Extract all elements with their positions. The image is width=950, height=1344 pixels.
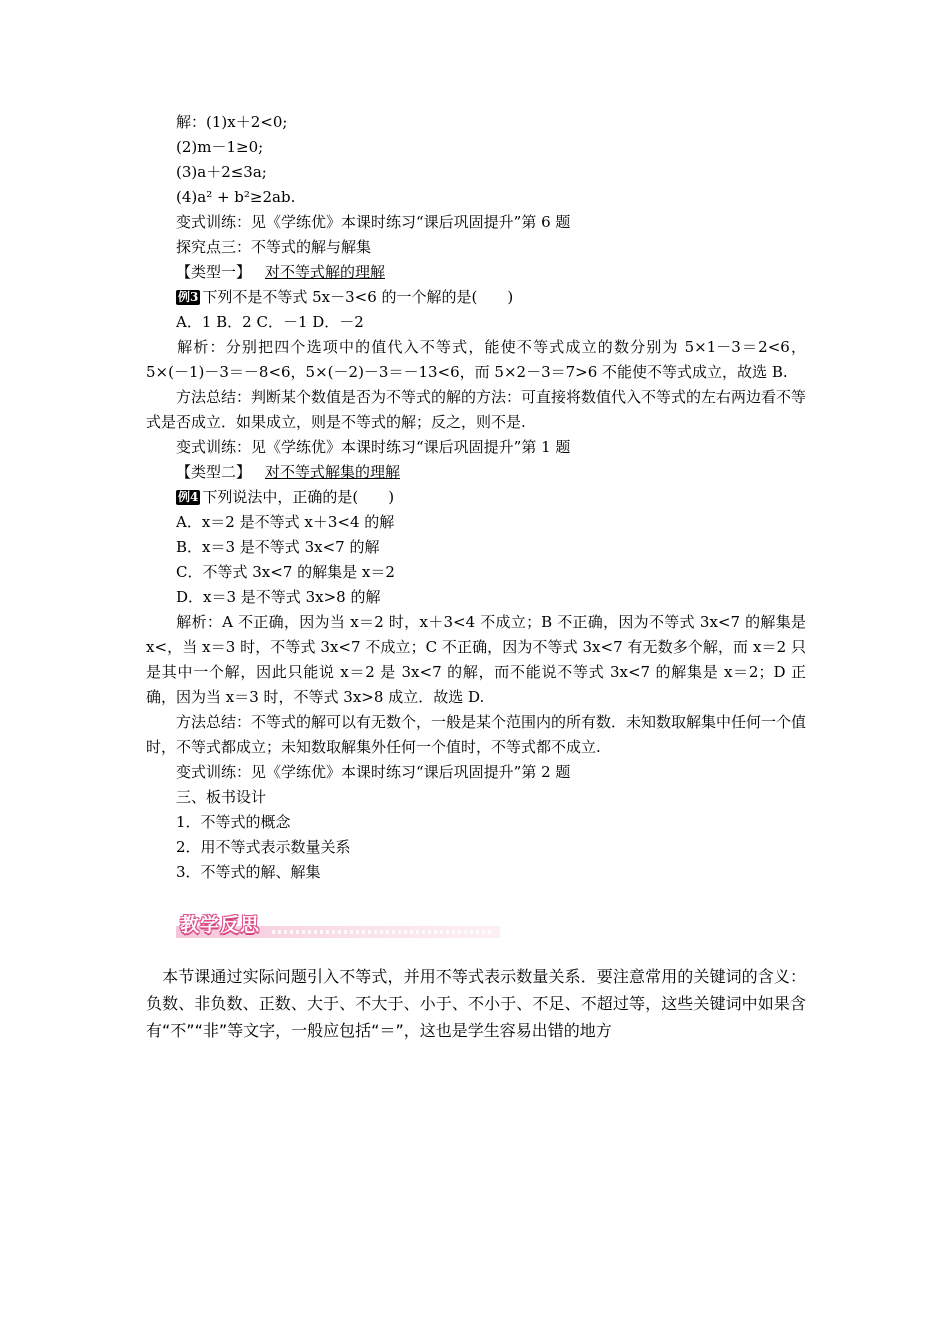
reflection-paragraph [146, 963, 806, 1044]
example4-option-a: A．x＝2 是不等式 x＋3<4 的解 [176, 513, 395, 531]
solution-line-1: 解：(1)x＋2<0; [176, 113, 288, 131]
example3-question: 下列不是不等式 5x－3<6 的一个解的是( ) [202, 288, 514, 306]
solution-line-3: (3)a＋2≤3a; [176, 163, 267, 181]
banner-dots [272, 930, 492, 934]
example3-options: A．1 B．2 C．－1 D．－2 [176, 313, 364, 331]
variant-training-3: 变式训练：见《学练优》本课时练习“课后巩固提升”第 2 题 [176, 763, 571, 781]
example3-question-line [146, 285, 806, 310]
example3-method [146, 385, 806, 435]
example4-option-b: B．x＝3 是不等式 3x<7 的解 [176, 538, 380, 556]
solution-line-2: (2)m－1≥0; [176, 138, 264, 156]
type2-bracket: 【类型二】 [176, 463, 252, 481]
document-body [146, 110, 806, 885]
type1-heading [146, 260, 806, 285]
type1-bracket: 【类型一】 [176, 263, 252, 281]
example3-analysis-text: 解析：分别把四个选项中的值代入不等式，能使不等式成立的数分别为 5×1－3＝2<6，5×(－1)－3＝－8<6，5×(－2)－3＝－13<6，而 5×2－3＝7>6 不能使不等式成立，故选 B. [146, 338, 806, 381]
example4-tag: 例4 [178, 490, 199, 504]
example4-option-d: D．x＝3 是不等式 3x>8 的解 [176, 588, 381, 606]
type2-heading [146, 460, 806, 485]
example4-question-line [146, 485, 806, 510]
board-design-heading: 三、板书设计 [176, 788, 267, 806]
board-item-3: 3．不等式的解、解集 [176, 863, 321, 881]
variant-training-1: 变式训练：见《学练优》本课时练习“课后巩固提升”第 6 题 [176, 213, 571, 231]
board-item-2: 2．用不等式表示数量关系 [176, 838, 351, 856]
reflection-banner-title: 教学反思 [180, 914, 261, 936]
example3-tag: 例3 [178, 290, 199, 304]
example4-question: 下列说法中，正确的是( ) [202, 488, 395, 506]
example4-method [146, 710, 806, 760]
example3-analysis [146, 335, 806, 385]
type1-title: 对不等式解的理解 [265, 263, 386, 281]
example4-method-text: 方法总结：不等式的解可以有无数个，一般是某个范围内的所有数．未知数取解集中任何一个值时，不等式都成立；未知数取解集外任何一个值时，不等式都不成立. [146, 713, 807, 756]
type2-title: 对不等式解集的理解 [265, 463, 401, 481]
reflection-banner [176, 912, 500, 938]
board-item-1: 1．不等式的概念 [176, 813, 291, 831]
reflection-text: 本节课通过实际问题引入不等式，并用不等式表示数量关系．要注意常用的关键词的含义：负数、非负数、正数、大于、不大于、小于、不小于、不足、不超过等，这些关键词中如果含有“不”“非”等文字，一般应包括“＝”，这也是学生容易出错的地方 [146, 967, 806, 1040]
example3-method-text: 方法总结：判断某个数值是否为不等式的解的方法：可直接将数值代入不等式的左右两边看不等式是否成立．如果成立，则是不等式的解；反之，则不是. [146, 388, 807, 431]
example4-option-c: C．不等式 3x<7 的解集是 x＝2 [176, 563, 395, 581]
example4-analysis-text: 解析：A 不正确，因为当 x＝2 时，x＋3<4 不成立；B 不正确，因为不等式 3x<7 的解集是 x<，当 x＝3 时，不等式 3x<7 不成立；C 不正确，因为不等式 3x<7 有无数多个解，而 x＝2 只是其中一个解，因此只能说 x＝2 是 3x<7 的解，而不能说不等式 3x<7 的解集是 x＝2；D 正确，因为当 x＝3 时，不等式 3x>8 成立．故选 D. [146, 613, 806, 706]
section-heading-point3: 探究点三：不等式的解与解集 [176, 238, 372, 256]
example4-analysis [146, 610, 806, 710]
solution-line-4: (4)a² + b²≥2ab. [176, 188, 296, 206]
variant-training-2: 变式训练：见《学练优》本课时练习“课后巩固提升”第 1 题 [176, 438, 571, 456]
